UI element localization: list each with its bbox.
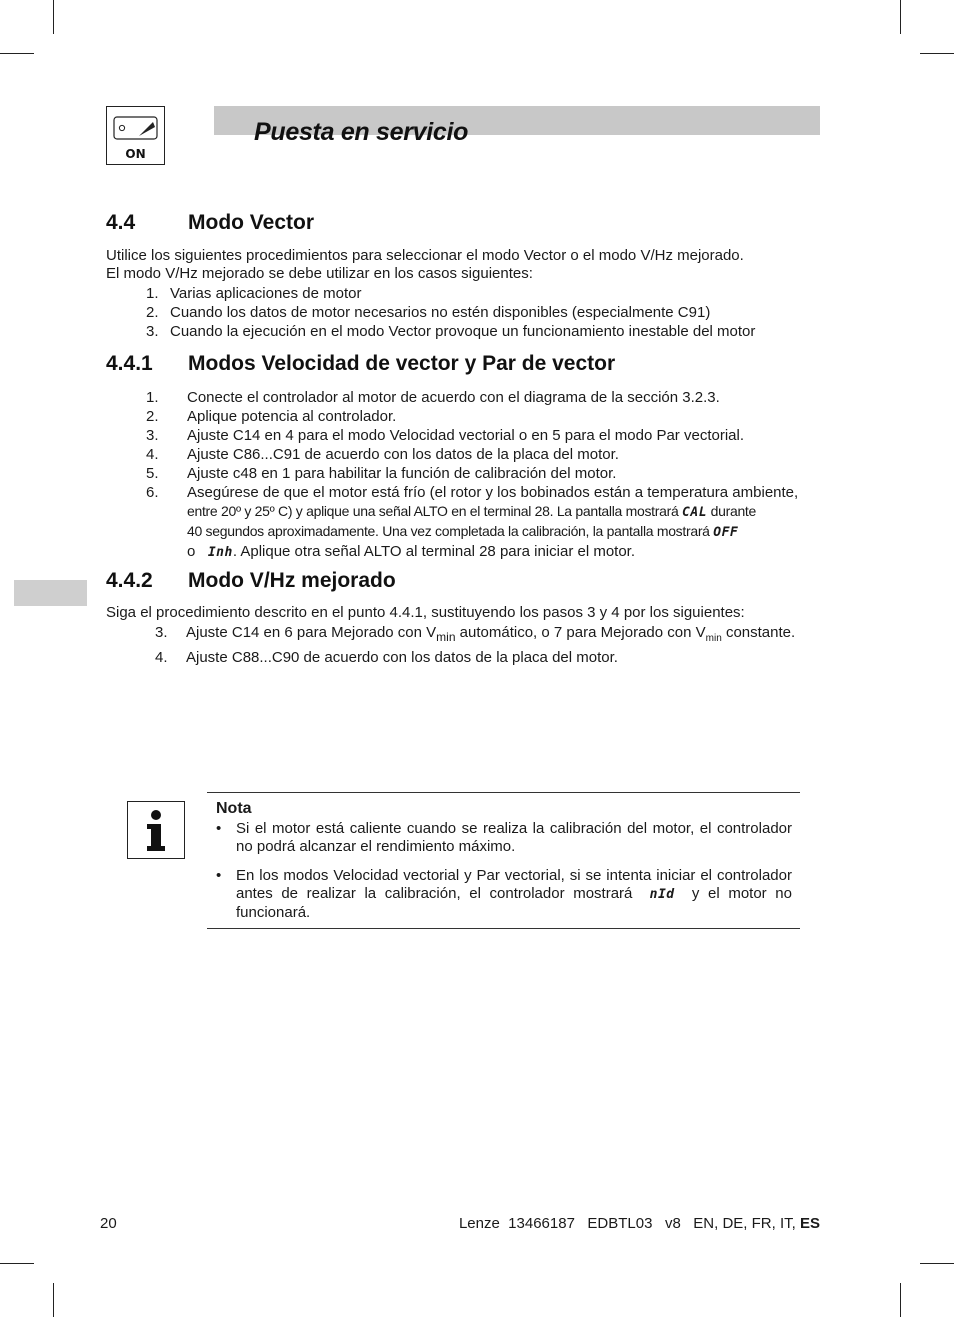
note-title: Nota xyxy=(216,800,252,817)
paragraph: El modo V/Hz mejorado se debe utilizar en los casos siguientes: xyxy=(106,265,533,282)
crop-mark xyxy=(0,53,34,54)
list-item: 5. Ajuste c48 en 1 para habilitar la función de calibración del motor. xyxy=(146,465,617,482)
section-number: 4.4.1 xyxy=(106,352,153,375)
page-title: Puesta en servicio xyxy=(254,118,469,146)
section-number: 4.4 xyxy=(106,211,136,234)
power-switch-graphic xyxy=(107,107,164,164)
crop-mark xyxy=(920,1263,954,1264)
list-item: 2. Cuando los datos de motor necesarios no estén disponibles (especialmente C91) xyxy=(146,304,711,321)
info-icon-graphic xyxy=(128,802,184,858)
paragraph: Siga el procedimiento descrito en el punto 4.4.1, sustituyendo los pasos 3 y 4 por los siguientes: xyxy=(106,604,745,621)
page-number: 20 xyxy=(100,1215,117,1232)
crop-mark xyxy=(920,53,954,54)
note-divider xyxy=(207,792,800,793)
crop-mark xyxy=(900,0,901,34)
list-item: 4. Ajuste C88...C90 de acuerdo con los datos de la placa del motor. xyxy=(155,649,618,666)
list-item: 3. Ajuste C14 en 4 para el modo Velocidad vectorial o en 5 para el modo Par vectorial. xyxy=(146,427,744,444)
section-title: Modos Velocidad de vector y Par de vector xyxy=(188,352,616,375)
note-divider xyxy=(207,928,800,929)
list-item: 1. Varias aplicaciones de motor xyxy=(146,285,362,302)
list-item: 1. Conecte el controlador al motor de acuerdo con el diagrama de la sección 3.2.3. xyxy=(146,389,720,406)
display-readout-cal: CAL xyxy=(682,505,708,520)
crop-mark xyxy=(53,1283,54,1317)
display-readout-inh: Inh xyxy=(207,545,233,560)
info-icon xyxy=(127,801,185,859)
display-readout-off: OFF xyxy=(713,525,739,540)
crop-mark xyxy=(900,1283,901,1317)
section-heading-4-4-2 xyxy=(106,569,396,593)
display-readout-nid: nId xyxy=(649,887,675,902)
section-title: Modo V/Hz mejorado xyxy=(188,569,396,592)
list-item: 2. Aplique potencia al controlador. xyxy=(146,408,397,425)
list-item: 3. Cuando la ejecución en el modo Vector provoque un funcionamiento inestable del motor xyxy=(146,323,756,340)
note-item: • Si el motor está caliente cuando se realiza la calibración del motor, el controlador no podrá alcanzar el rendimiento máximo. xyxy=(216,820,792,855)
section-title: Modo Vector xyxy=(188,211,315,234)
section-number: 4.4.2 xyxy=(106,569,153,592)
section-heading-4-4 xyxy=(106,211,314,235)
list-item: 3. Ajuste C14 en 6 para Mejorado con $V_{min}$ automático, o 7 para Mejorado con $V_{min}$ constante. xyxy=(155,624,796,644)
footer-doc-info: Lenze 13466187 EDBTL03 v8 EN, DE, FR, IT, ES xyxy=(458,1215,820,1232)
on-label: ON xyxy=(125,147,146,161)
power-switch-icon xyxy=(106,106,165,165)
list-4-4-1 xyxy=(146,388,826,562)
list-item: 6. Asegúrese de que el motor está frío (el rotor y los bobinados están a temperatura ambiente, entre 20º y 25º C) y aplique una señal ALTO en el terminal 28. La pantalla mostrará CAL durante 40 segundos aproximadamente. Una vez completada la calibración, la pantalla mostrará OFF o Inh. Aplique otra señal ALTO al terminal 28 para iniciar el motor. xyxy=(146,484,799,560)
crop-mark xyxy=(0,1263,34,1264)
list-4-4 xyxy=(146,284,755,341)
section-heading-4-4-1 xyxy=(106,352,615,376)
note-item: • En los modos Velocidad vectorial y Par vectorial, si se intenta iniciar el controlador antes de realizar la calibración, el controlador mostrará nId y el motor no funcionará. xyxy=(216,867,792,921)
paragraph: Utilice los siguientes procedimientos para seleccionar el modo Vector o el modo V/Hz mejorado. xyxy=(106,247,744,264)
crop-mark xyxy=(53,0,54,34)
list-item: 4. Ajuste C86...C91 de acuerdo con los datos de la placa del motor. xyxy=(146,446,619,463)
side-tab-marker xyxy=(14,580,87,606)
list-4-4-2 xyxy=(155,623,835,667)
